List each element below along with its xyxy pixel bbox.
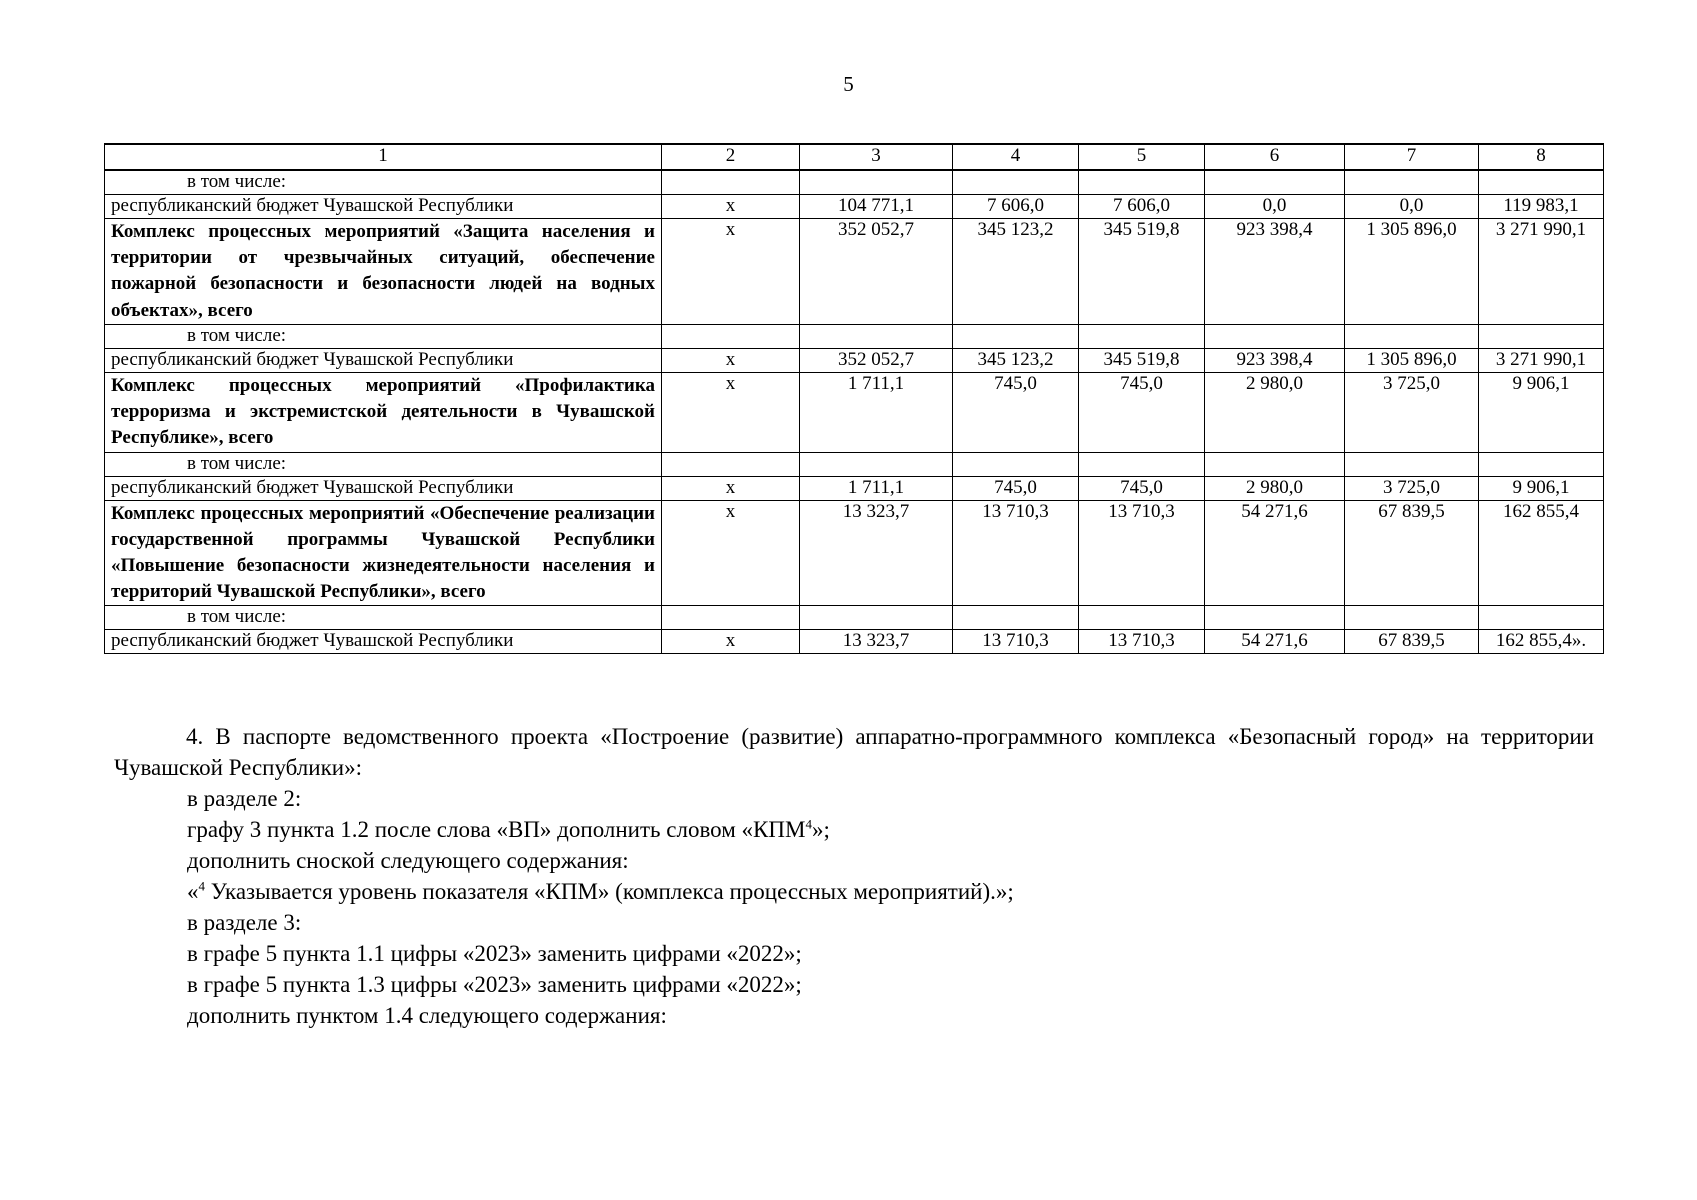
cell-value: 7 606,0 [987,195,1044,216]
row-label-cell [105,452,662,476]
value-cell [1205,324,1345,348]
value-cell [800,324,953,348]
value-cell [953,476,1079,500]
value-cell [1345,170,1479,195]
value-cell [800,452,953,476]
cell-value: 162 855,4 [1503,500,1579,522]
cell-value: х [725,219,736,240]
value-cell [953,324,1079,348]
value-cell [1345,606,1479,630]
cell-value: 13 323,7 [842,500,910,522]
header-cell: 5 [1079,144,1205,170]
cell-value: х [725,630,736,652]
row-label-cell [105,630,662,654]
table-row-group-total [105,372,1604,452]
value-cell [1079,500,1205,606]
paragraph-column-3-amendment [114,814,1594,845]
value-cell [1079,219,1205,325]
cell-value: 2 980,0 [1246,476,1303,498]
row-label-cell [105,348,662,372]
paragraph-item-1-1: в графе 5 пункта 1.1 цифры «2023» заменить цифрами «2022»; [187,941,802,967]
value-cell [1479,219,1604,325]
row-label: в том числе: [187,171,287,192]
cell-value: 1 305 896,0 [1366,219,1457,240]
value-cell [1205,630,1345,654]
cell-value: 13 710,3 [1108,630,1175,652]
value-cell [1079,476,1205,500]
header-cell: 7 [1345,144,1479,170]
budget-table [104,143,1604,654]
value-cell [1345,372,1479,452]
value-cell [1205,452,1345,476]
value-cell [1479,476,1604,500]
table-row-including [105,170,1604,195]
value-cell [800,630,953,654]
value-cell [800,348,953,372]
cell-value: 13 323,7 [842,630,910,652]
cell-value: 67 839,5 [1378,500,1445,522]
value-cell [1079,452,1205,476]
cell-value: 345 519,8 [1103,348,1180,370]
text-segment: « [187,879,199,905]
row-label: республиканский бюджет Чувашской Республики [111,348,514,370]
value-cell [1479,452,1604,476]
cell-value: 13 710,3 [1108,500,1175,522]
paragraph-add-item-1-4: дополнить пунктом 1.4 следующего содержания: [187,1003,667,1029]
value-cell [953,195,1079,219]
cell-value: 745,0 [1120,476,1163,498]
header-cell: 4 [953,144,1079,170]
cell-value: х [725,348,736,370]
cell-value: 0,0 [1262,195,1287,216]
row-label-cell [105,219,662,325]
value-cell [1205,606,1345,630]
cell-value: 162 855,4 [1495,630,1572,652]
cell-value: 352 052,7 [838,219,914,240]
value-cell [1345,195,1479,219]
value-cell [1205,372,1345,452]
value-cell [662,372,800,452]
cell-value: 745,0 [994,476,1037,498]
row-label: Комплекс процессных мероприятий «Защита населения и территории от чрезвычайных ситуаций, обеспечение пожарной безопасности и безопасности людей на водных объектах», всего [111,221,655,321]
cell-value: 745,0 [994,372,1037,394]
value-cell [662,170,800,195]
row-label: республиканский бюджет Чувашской Республики [111,195,514,216]
value-cell [1079,195,1205,219]
row-label: Комплекс процессных мероприятий «Обеспечение реализации государственной программы Чувашской Республики «Повышение безопасности жизнедеятельности населения и территорий Чувашской Республики», всего [111,502,655,603]
cell-value: 13 710,3 [982,630,1049,652]
value-cell [800,500,953,606]
value-cell [1345,476,1479,500]
value-cell [1479,372,1604,452]
cell-value: 3 725,0 [1383,372,1440,394]
value-cell [662,452,800,476]
cell-value: 1 711,1 [847,476,905,498]
value-cell [662,630,800,654]
table-row [105,630,1604,654]
value-cell [953,500,1079,606]
value-cell [1205,219,1345,325]
value-cell [662,324,800,348]
row-label: в том числе: [187,452,287,474]
value-cell [1079,606,1205,630]
value-cell [1205,195,1345,219]
value-cell [800,170,953,195]
cell-value: 1 305 896,0 [1366,348,1457,370]
header-cell: 8 [1479,144,1604,170]
row-label: Комплекс процессных мероприятий «Профилактика терроризма и экстремистской деятельности в Чувашской Республике», всего [111,374,655,449]
cell-value: 54 271,6 [1241,630,1308,652]
row-label-cell [105,170,662,195]
table-header-row [105,144,1604,170]
value-cell [1479,606,1604,630]
row-label-cell [105,195,662,219]
cell-value: 3 271 990,1 [1495,348,1587,370]
value-cell [1479,630,1604,654]
cell-value: 3 271 990,1 [1495,219,1587,240]
value-cell [953,452,1079,476]
cell-value: 923 398,4 [1236,219,1313,240]
table-row-group-total [105,219,1604,325]
value-cell [1205,348,1345,372]
value-cell [662,219,800,325]
value-cell [1345,348,1479,372]
value-cell [953,606,1079,630]
row-label: в том числе: [187,606,287,628]
value-cell [1345,324,1479,348]
cell-value: 345 519,8 [1103,219,1180,240]
table-row-including [105,324,1604,348]
header-cell: 6 [1205,144,1345,170]
cell-value: 3 725,0 [1383,476,1440,498]
cell-value: 7 606,0 [1113,195,1170,216]
cell-value: 1 711,1 [847,372,905,394]
paragraph-footnote-text [114,876,1594,907]
cell-value: 54 271,6 [1241,500,1308,522]
value-cell [662,476,800,500]
cell-value: 9 906,1 [1512,476,1570,498]
closing-quote: ». [1571,630,1587,652]
paragraph-item-1-3: в графе 5 пункта 1.3 цифры «2023» заменить цифрами «2022»; [187,972,802,998]
row-label-cell [105,500,662,606]
value-cell [1079,170,1205,195]
row-label-cell [105,606,662,630]
table-row [105,476,1604,500]
value-cell [800,195,953,219]
value-cell [953,372,1079,452]
value-cell [662,500,800,606]
value-cell [800,219,953,325]
header-cell: 1 [105,144,662,170]
header-cell: 3 [800,144,953,170]
cell-value: х [725,195,736,216]
value-cell [800,606,953,630]
row-label: в том числе: [187,324,287,346]
footnote-marker: 4 [198,878,205,894]
value-cell [1205,170,1345,195]
cell-value: 104 771,1 [838,195,914,216]
cell-value: 923 398,4 [1236,348,1313,370]
text-segment: Указывается уровень показателя «КПМ» (комплекса процессных мероприятий).»; [205,879,1014,905]
row-label: республиканский бюджет Чувашской Республики [111,630,514,652]
header-cell: 2 [662,144,800,170]
cell-value: 67 839,5 [1378,630,1445,652]
value-cell [1345,500,1479,606]
table-row [105,348,1604,372]
value-cell [1079,630,1205,654]
cell-value: 119 983,1 [1503,195,1579,216]
value-cell [953,630,1079,654]
value-cell [1205,476,1345,500]
row-label-cell [105,324,662,348]
value-cell [1479,170,1604,195]
cell-value: 745,0 [1120,372,1163,394]
value-cell [662,606,800,630]
row-label: республиканский бюджет Чувашской Республики [111,476,514,498]
value-cell [953,219,1079,325]
paragraph-item-4: 4. В паспорте ведомственного проекта «Построение (развитие) аппаратно-программного комплекса «Безопасный город» на территории Чувашской Республики»: [114,724,1594,781]
document-body [114,721,1594,1031]
cell-value: 2 980,0 [1246,372,1303,394]
cell-value: х [725,476,736,498]
value-cell [1079,372,1205,452]
value-cell [1479,324,1604,348]
value-cell [1079,348,1205,372]
table-body [105,144,1604,654]
value-cell [662,195,800,219]
value-cell [662,348,800,372]
row-label-cell [105,476,662,500]
value-cell [953,348,1079,372]
cell-value: 9 906,1 [1512,372,1570,394]
cell-value: 345 123,2 [977,348,1054,370]
table-row-including [105,452,1604,476]
cell-value: 352 052,7 [838,348,914,370]
value-cell [1479,195,1604,219]
value-cell [800,372,953,452]
cell-value: 13 710,3 [982,500,1049,522]
table-row [105,195,1604,219]
cell-value: 0,0 [1399,195,1424,216]
page-number: 5 [843,72,854,96]
table-row-group-total [105,500,1604,606]
value-cell [1079,324,1205,348]
text-segment: графу 3 пункта 1.2 после слова «ВП» дополнить словом «КПМ [187,817,806,843]
paragraph-footnote-intro: дополнить сноской следующего содержания: [187,848,629,874]
value-cell [1345,630,1479,654]
table-row-including [105,606,1604,630]
value-cell [1479,500,1604,606]
footnote-marker: 4 [805,816,812,832]
paragraph-section-3: в разделе 3: [187,910,302,936]
value-cell [1345,219,1479,325]
row-label-cell [105,372,662,452]
cell-value: 345 123,2 [977,219,1054,240]
cell-value: х [725,500,736,522]
value-cell [1479,348,1604,372]
cell-value: х [725,372,736,394]
paragraph-section-2: в разделе 2: [187,786,302,812]
value-cell [1345,452,1479,476]
value-cell [800,476,953,500]
text-segment: »; [811,817,830,843]
value-cell [1205,500,1345,606]
value-cell [953,170,1079,195]
